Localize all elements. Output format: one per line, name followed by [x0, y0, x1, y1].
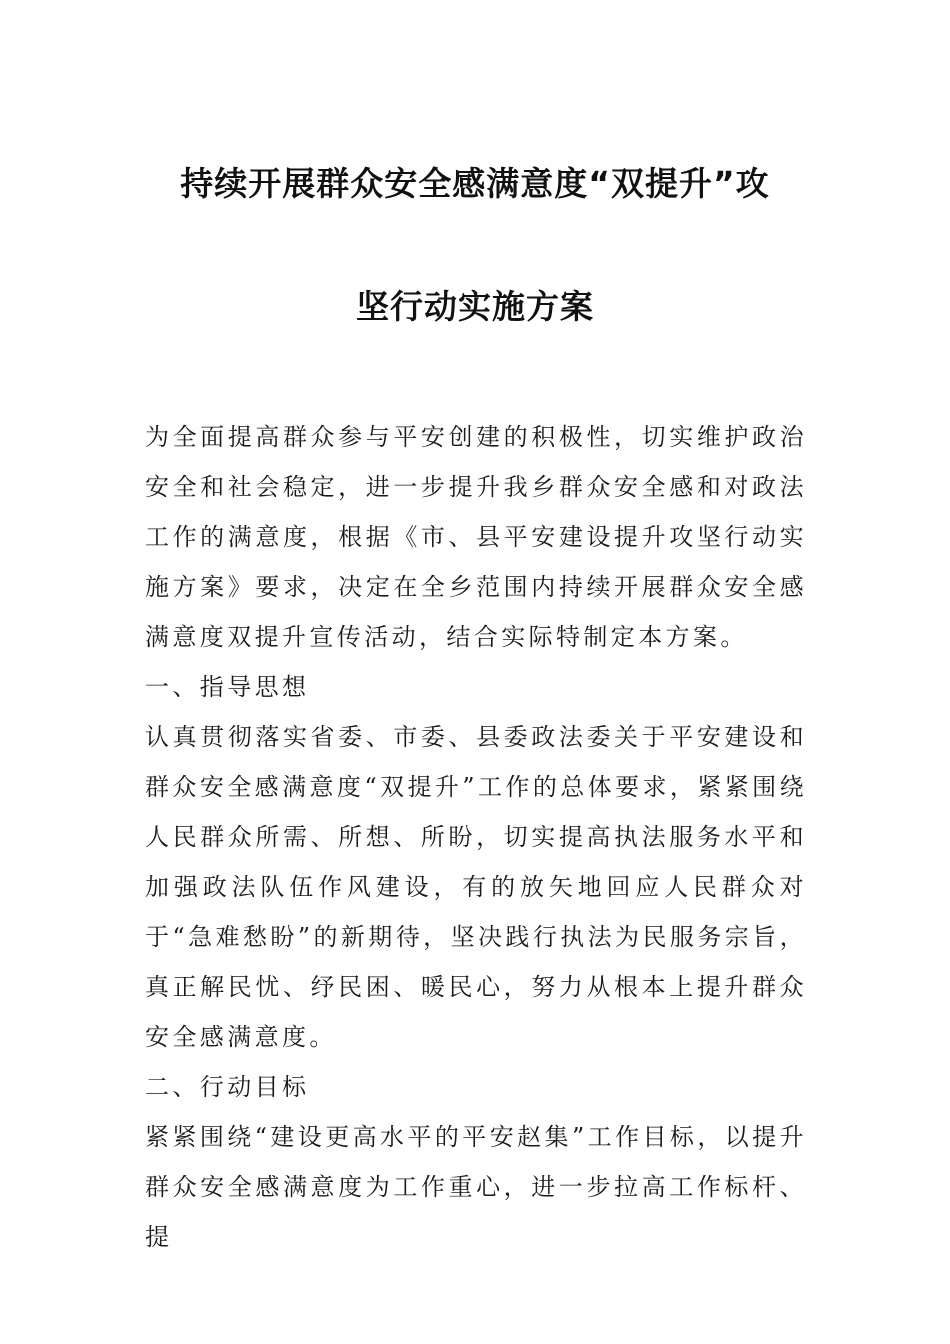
document-body — [145, 412, 807, 1262]
section-paragraph-action-goals: 紧紧围绕“建设更高水平的平安赵集”工作目标，以提升群众安全感满意度为工作重心，进一步拉高工作标杆、提 — [145, 1123, 807, 1251]
document-title-line-1: 持续开展群众安全感满意度“双提升”攻 — [180, 164, 770, 203]
section-paragraph-guiding-ideology: 认真贯彻落实省委、市委、县委政法委关于平安建设和群众安全感满意度“双提升”工作的总体要求，紧紧围绕人民群众所需、所想、所盼，切实提高执法服务水平和加强政法队伍作风建设，有的放矢地回应人民群众对于“急难愁盼”的新期待，坚决践行执法为民服务宗旨，真正解民忧、纾民困、暖民心，努力从根本上提升群众安全感满意度。 — [145, 723, 807, 1051]
section-heading-action-goals: 二、行动目标 — [145, 1073, 310, 1101]
document-title-line-2: 坚行动实施方案 — [356, 287, 594, 326]
section-heading-guiding-ideology: 一、指导思想 — [145, 673, 310, 701]
intro-paragraph: 为全面提高群众参与平安创建的积极性，切实维护政治安全和社会稳定，进一步提升我乡群众安全感和对政法工作的满意度，根据《市、县平安建设提升攻坚行动实施方案》要求，决定在全乡范围内持续开展群众安全感满意度双提升宣传活动，结合实际特制定本方案。 — [145, 423, 807, 651]
